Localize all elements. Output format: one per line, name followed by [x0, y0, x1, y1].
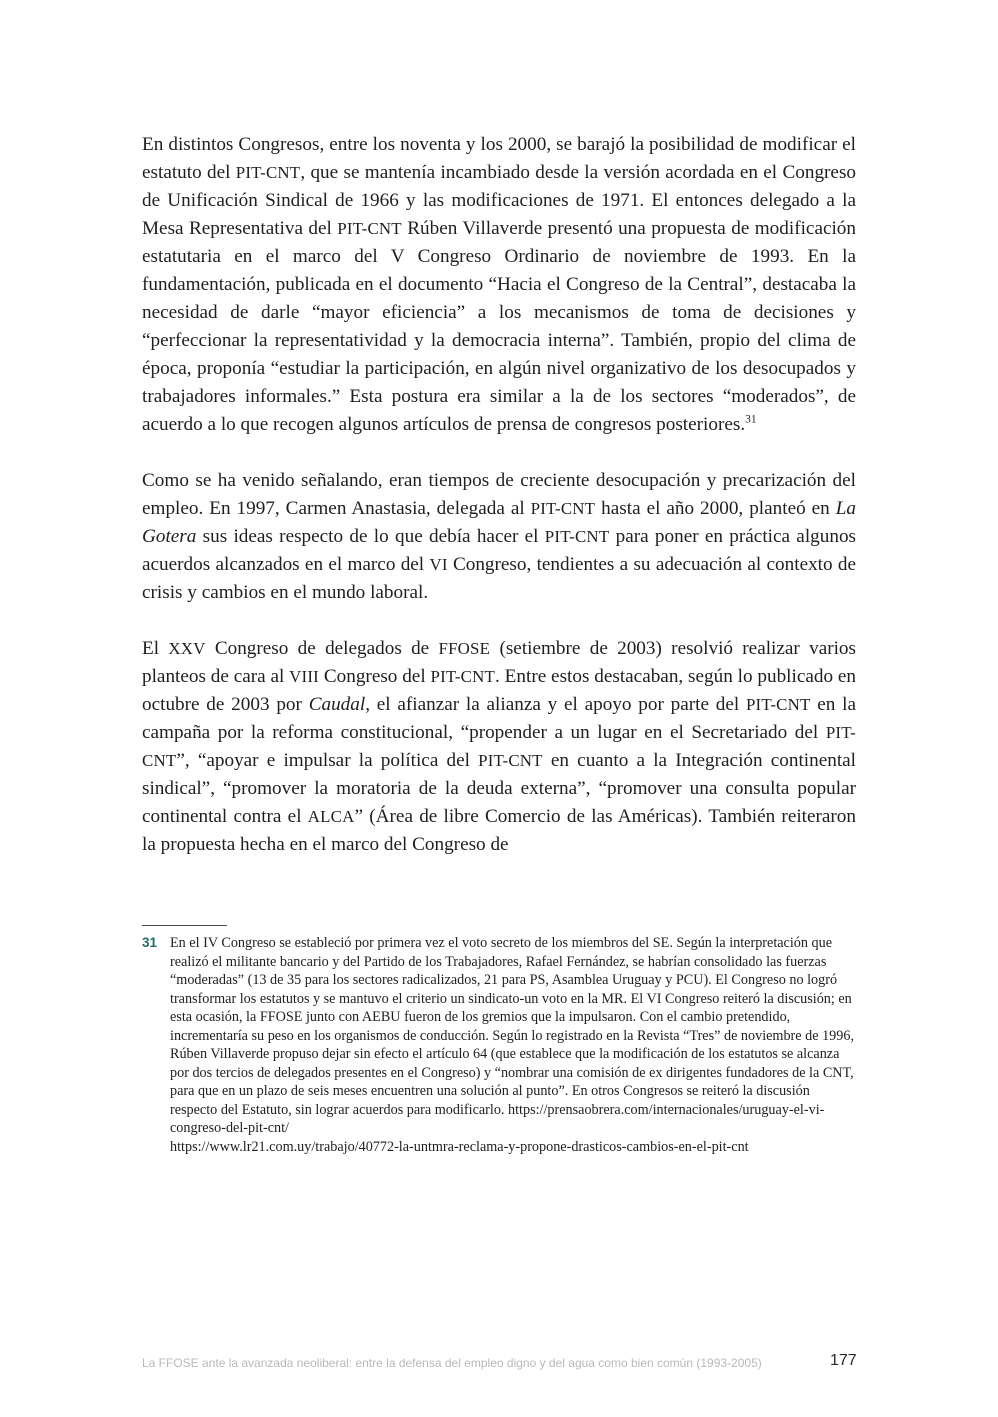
- acronym-alca: ALCA: [307, 807, 355, 826]
- text-run: Como se ha venido señalando, eran tiempos de creciente desocupación y precarización del empleo. En 1997, Carmen Anastasia, delegada al: [142, 470, 856, 519]
- text-run: ”, “apoyar e impulsar la política del: [176, 750, 479, 771]
- page-number: 177: [830, 1352, 857, 1369]
- text-run: (setiembre de 2003) resolvió realizar varios planteos de cara al: [142, 638, 856, 687]
- footnote-text: En el IV Congreso se estableció por primera vez el voto secreto de los miembros del SE. Según la interpretación que realizó el militante bancario y del Partido de los Trabajadores, Rafael Fernández, se habrían consolidado las fuerzas “moderadas” (13 de 35 para los sectores radicalizados, 21 para PS, Asamblea Uruguay y PCU). El Congreso no logró transformar los estatutos y se mantuvo el criterio un sindicato-un voto en la MR. El VI Congreso reiteró la discusión; en esta ocasión, la FFOSE junto con AEBU fueron de los gremios que la impulsaron. Con el cambio pretendido, incrementaría su peso en los organismos de conducción. Según lo registrado en la Revista “Tres” de noviembre de 1996, Rúben Villaverde propuso dejar sin efecto el artículo 64 (que establece que la modificación de los estatutos se alcanza por dos tercios de delegados presentes en el Congreso) y “nombrar una comisión de ex dirigentes fundadores de la CNT, para que en un plazo de seis meses encuentren una solución al punto”. En otros Congresos se reiteró la discusión respecto del Estatuto, sin lograr acuerdos para modificarlo. https://prensaobrera.com/internacionales/uruguay-el-vi-congreso-del-pit-cnt/: [170, 935, 854, 1136]
- footnote: [142, 934, 858, 1156]
- acronym-ffose: FFOSE: [438, 639, 491, 658]
- publication-title: Caudal: [308, 694, 366, 715]
- acronym-pit-cnt: PIT-CNT: [544, 527, 610, 546]
- roman-numeral: XXV: [168, 639, 206, 658]
- text-run: , el afianzar la alianza y el apoyo por parte del: [365, 694, 746, 715]
- footnote-number: 31: [142, 935, 158, 950]
- running-footer-title: La FFOSE ante la avanzada neoliberal: entre la defensa del empleo digno y del agua como bien común (1993-2005): [142, 1356, 762, 1370]
- body-text: [142, 131, 856, 859]
- acronym-pit-cnt: PIT-CNT: [142, 723, 856, 770]
- text-run: Congreso de delegados de: [205, 638, 439, 659]
- text-run: En distintos Congresos, entre los noventa y los 2000, se barajó la posibilidad de modificar el estatuto del: [142, 134, 856, 183]
- text-run: Congreso del: [319, 666, 431, 687]
- roman-numeral: VI: [429, 555, 448, 574]
- roman-numeral: VIII: [289, 667, 320, 686]
- text-run: Congreso, tendientes a su adecuación al contexto de crisis y cambios en el mundo laboral.: [142, 554, 857, 603]
- footnote-reference: 31: [745, 413, 757, 426]
- text-run: . Entre estos destacaban, según lo publicado en octubre de 2003 por: [142, 666, 856, 715]
- publication-title: La Gotera: [142, 498, 856, 547]
- acronym-pit-cnt: PIT-CNT: [478, 751, 543, 770]
- acronym-pit-cnt: PIT-CNT: [337, 219, 402, 238]
- text-run: , que se mantenía incambiado desde la versión acordada en el Congreso de Unificación Sindical de 1966 y las modificaciones de 1971. El entonces delegado a la Mesa Representativa del: [142, 162, 857, 239]
- acronym-pit-cnt: PIT-CNT: [430, 667, 496, 686]
- footnote-separator: [142, 925, 227, 926]
- text-run: El: [142, 638, 169, 659]
- text-run: hasta el año 2000, planteó en: [595, 498, 836, 519]
- text-run: Rúben Villaverde presentó una propuesta de modificación estatutaria en el marco del V Congreso Ordinario de noviembre de 1993. En la fundamentación, publicada en el documento “Hacia el Congreso de la Central”, destacaba la necesidad de darle “mayor eficiencia” a los mecanismos de toma de decisiones y “perfeccionar la representatividad y la democracia interna”. También, propio del clima de época, proponía “estudiar la participación, en algún nivel organizativo de los desocupados y trabajadores informales.” Esta postura era similar a la de los sectores “moderados”, de acuerdo a lo que recogen algunos artículos de prensa de congresos posteriores.: [142, 218, 856, 435]
- footnote-link[interactable]: https://www.lr21.com.uy/trabajo/40772-la-untmra-reclama-y-propone-drasticos-cambios-en-el-pit-cnt: [170, 1138, 749, 1155]
- text-run: en cuanto a la Integración continental sindical”, “promover la moratoria de la deuda externa”, “promover una consulta popular continental contra el: [142, 750, 857, 827]
- acronym-pit-cnt: PIT-CNT: [530, 499, 596, 518]
- text-run: para poner en práctica algunos acuerdos alcanzados en el marco del: [142, 526, 856, 575]
- text-run: sus ideas respecto de lo que debía hacer el: [196, 526, 545, 547]
- text-run: en la campaña por la reforma constitucional, “propender a un lugar en el Secretariado del: [142, 694, 856, 743]
- acronym-pit-cnt: PIT-CNT: [235, 163, 301, 182]
- text-run: ” (Área de libre Comercio de las Américas). También reiteraron la propuesta hecha en el marco del Congreso de: [142, 806, 856, 855]
- acronym-pit-cnt: PIT-CNT: [745, 695, 811, 714]
- paragraph-3: [142, 635, 856, 859]
- footnote-body: [170, 934, 858, 1156]
- paragraph-2: [142, 467, 856, 607]
- paragraph-1: [142, 131, 856, 439]
